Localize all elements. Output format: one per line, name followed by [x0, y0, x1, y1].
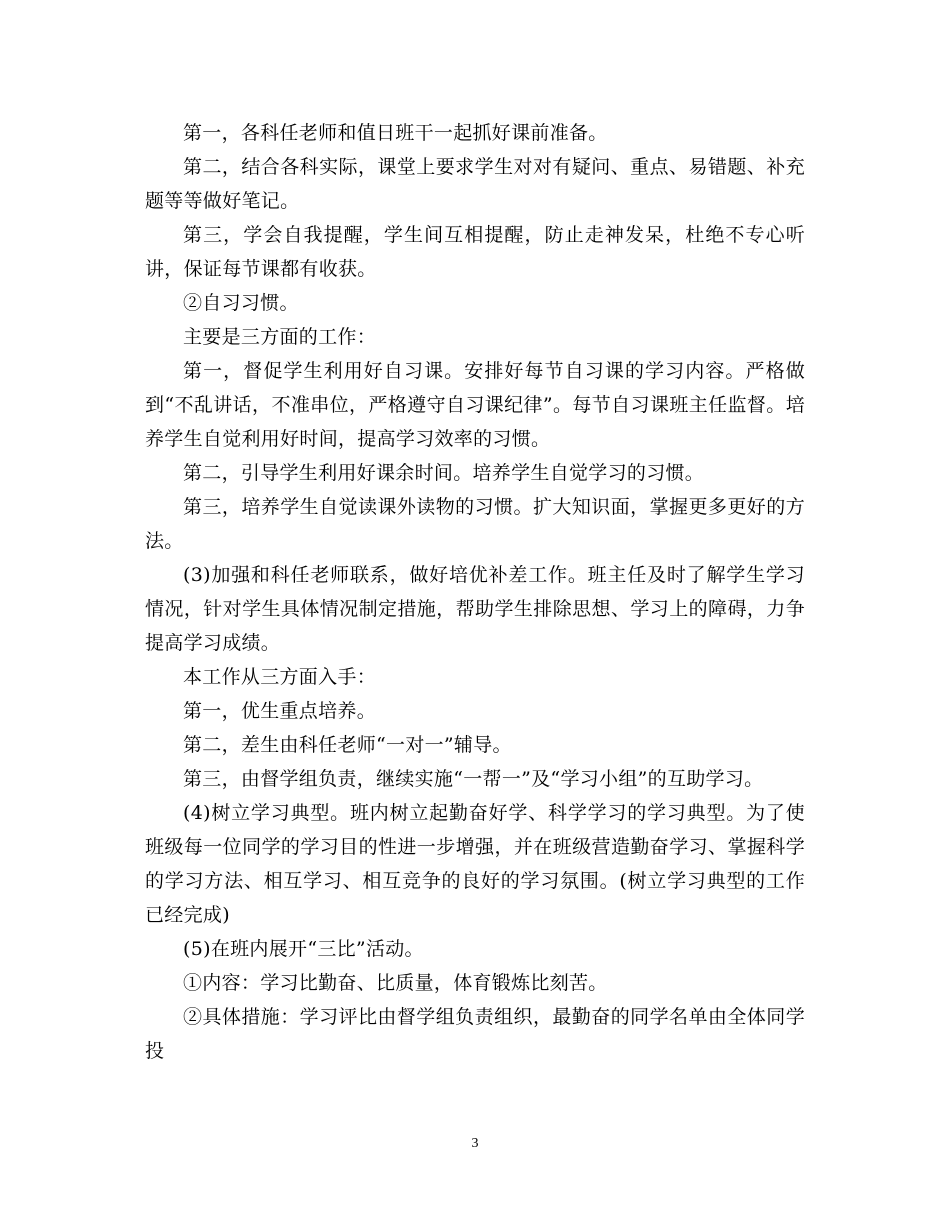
- paragraph-15: (5)在班内展开“三比”活动。: [183, 938, 424, 960]
- paragraph-10: 本工作从三方面入手：: [183, 666, 377, 688]
- page-number: 3: [471, 1136, 479, 1151]
- document-body: [145, 116, 805, 1068]
- paragraph-8: 第三，培养学生自觉读课外读物的习惯。扩大知识面，掌握更多更好的方法。: [145, 496, 805, 552]
- paragraph-9: (3)加强和科任老师联系，做好培优补差工作。班主任及时了解学生学习情况，针对学生具体情况制定措施，帮助学生排除思想、学习上的障碍，力争提高学习成绩。: [145, 564, 805, 654]
- paragraph-2: 第二，结合各科实际，课堂上要求学生对对有疑问、重点、易错题、补充题等等做好笔记。: [145, 156, 805, 212]
- paragraph-14: (4)树立学习典型。班内树立起勤奋好学、科学学习的学习典型。为了使班级每一位同学的学习目的性进一步增强，并在班级营造勤奋学习、掌握科学的学习方法、相互学习、相互竞争的良好的学习氛围。(树立学习典型的工作已经完成): [145, 802, 805, 926]
- paragraph-6: 第一，督促学生利用好自习课。安排好每节自习课的学习内容。严格做到“不乱讲话，不准串位，严格遵守自习课纪律”。每节自习课班主任监督。培养学生自觉利用好时间，提高学习效率的习惯。: [145, 360, 805, 450]
- paragraph-4: ②自习习惯。: [183, 292, 299, 314]
- paragraph-5: 主要是三方面的工作：: [183, 326, 377, 348]
- paragraph-1: 第一，各科任老师和值日班干一起抓好课前准备。: [183, 122, 608, 144]
- paragraph-12: 第二，差生由科任老师“一对一”辅导。: [183, 734, 512, 756]
- paragraph-17: ②具体措施：学习评比由督学组负责组织，最勤奋的同学名单由全体同学投: [145, 1006, 805, 1062]
- paragraph-16: ①内容：学习比勤奋、比质量，体育锻炼比刻苦。: [183, 972, 608, 994]
- paragraph-3: 第三，学会自我提醒，学生间互相提醒，防止走神发呆，杜绝不专心听讲，保证每节课都有收获。: [145, 224, 805, 280]
- paragraph-11: 第一，优生重点培养。: [183, 700, 377, 722]
- paragraph-7: 第二，引导学生利用好课余时间。培养学生自觉学习的习惯。: [183, 462, 705, 484]
- paragraph-13: 第三，由督学组负责，继续实施“一帮一”及“学习小组”的互助学习。: [183, 768, 764, 790]
